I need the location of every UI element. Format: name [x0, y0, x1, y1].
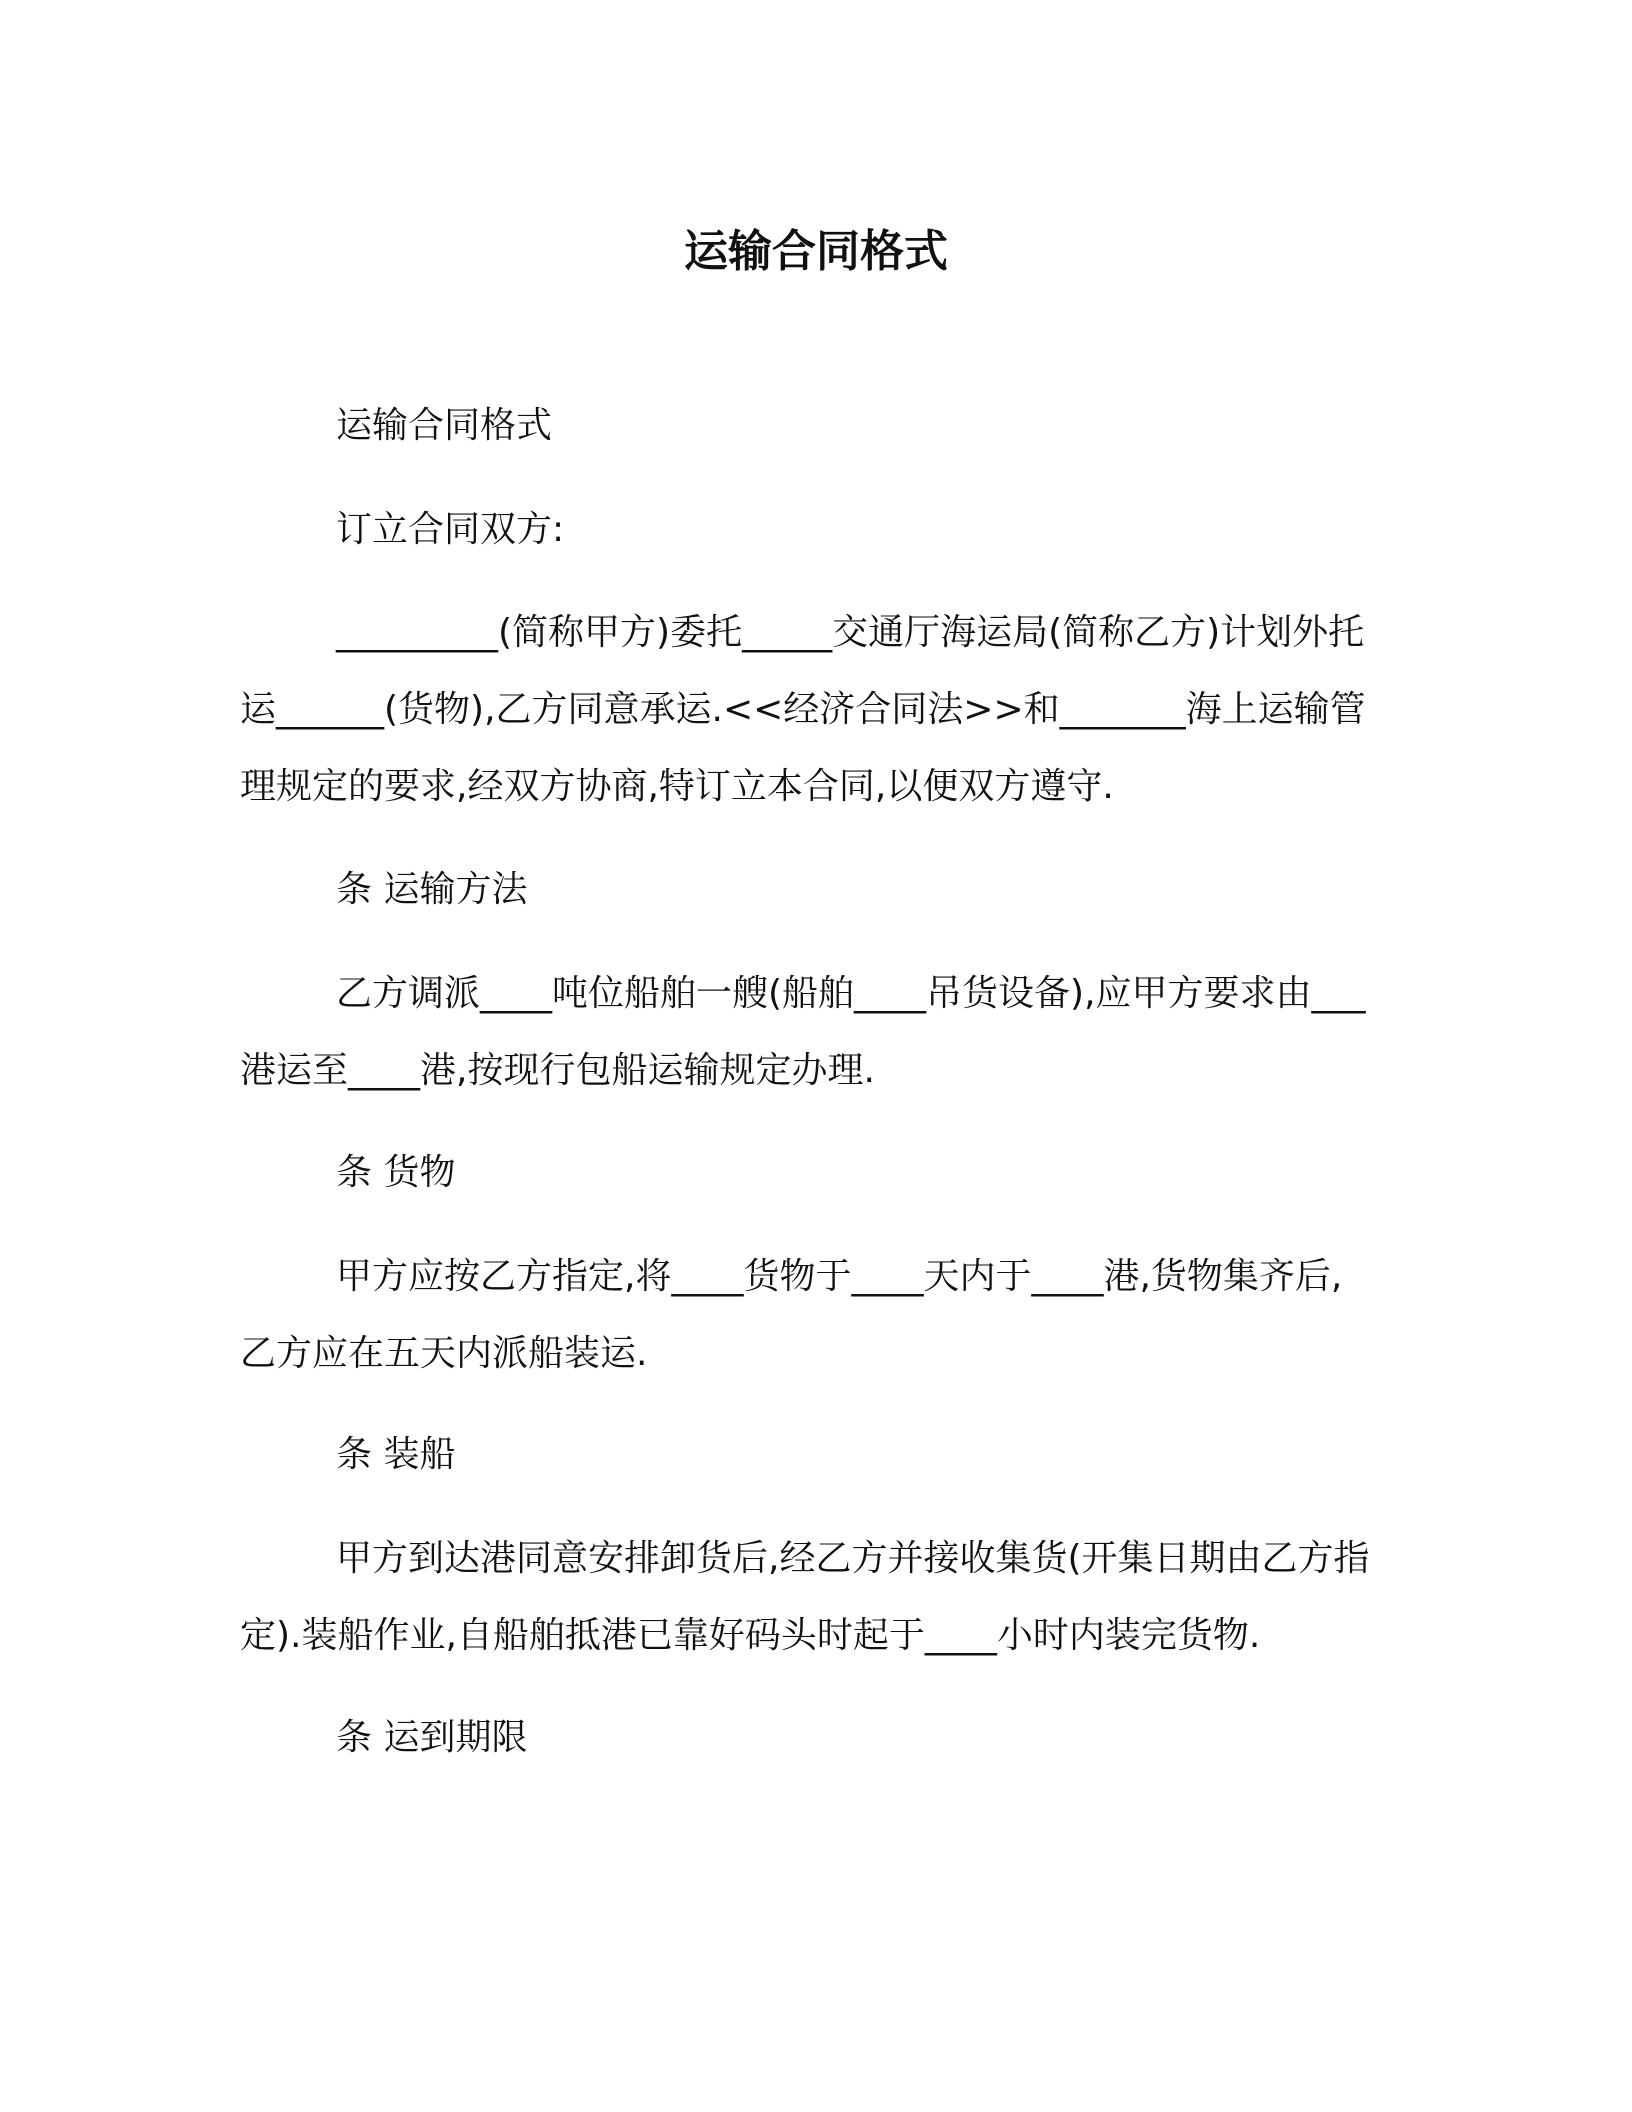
clause-body-transport-method: 乙方调派____吨位船舶一艘(船舶____吊货设备),应甲方要求由___港运至____港,按现行包船运输规定办理. [240, 973, 1366, 1091]
clause-body-loading: 甲方到达港同意安排卸货后,经乙方并接收集货(开集日期由乙方指定).装船作业,自船舶抵港已靠好码头时起于____小时内装完货物. [240, 1538, 1370, 1656]
clause-title-delivery-period: 条 运到期限 [336, 1717, 528, 1758]
clause-body-goods: 甲方应按乙方指定,将____货物于____天内于____港,货物集齐后,乙方应在五天内派船装运. [240, 1256, 1343, 1374]
paragraph-heading: 运输合同格式 [336, 405, 553, 446]
paragraph-parties: 订立合同双方: [336, 509, 565, 550]
clause-title-loading: 条 装船 [336, 1434, 456, 1475]
paragraph-preamble: _________(简称甲方)委托_____交通厅海运局(简称乙方)计划外托运______(货物),乙方同意承运.<<经济合同法>>和_______海上运输管理规定的要求,经双方协商,特订立本合同,以便双方遵守. [240, 612, 1366, 807]
document-title: 运输合同格式 [684, 226, 948, 277]
clause-title-transport-method: 条 运输方法 [336, 869, 528, 910]
clause-title-goods: 条 货物 [336, 1152, 456, 1193]
